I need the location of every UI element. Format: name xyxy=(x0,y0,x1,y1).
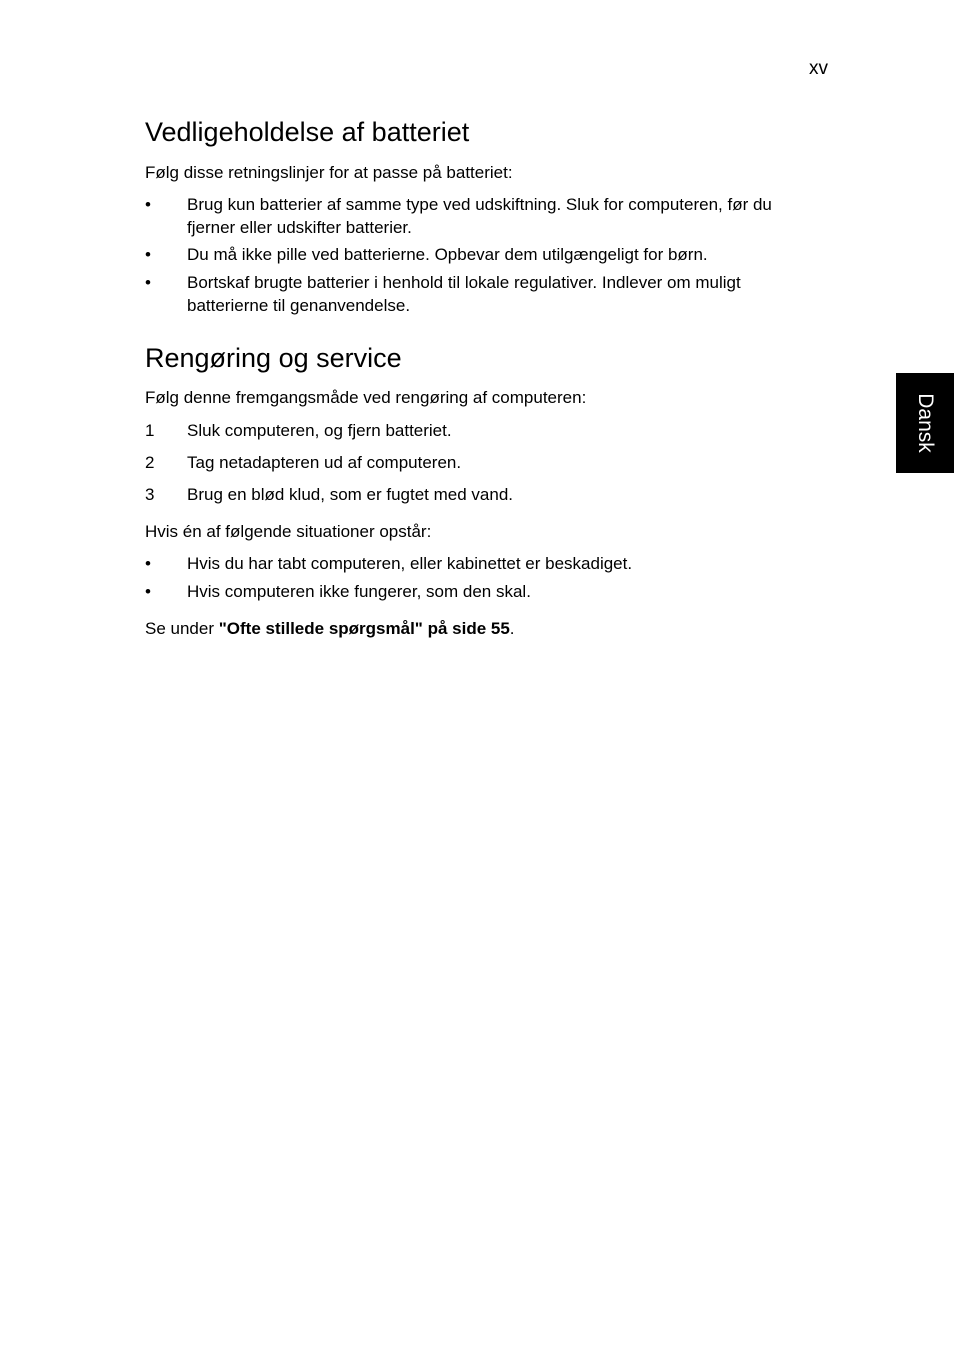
see-reference xyxy=(145,617,515,640)
section-title-battery: Vedligeholdelse af batteriet xyxy=(145,117,470,147)
list-item-text-line1: Bortskaf brugte batterier i henhold til lokale regulativer. Indlever om muligt xyxy=(187,273,741,292)
faq-reference-link[interactable]: "Ofte stillede spørgsmål" på side 55 xyxy=(218,619,510,638)
list-item xyxy=(145,580,835,603)
list-item-text-line1: Du må ikke pille ved batterierne. Opbevar dem utilgængeligt for børn. xyxy=(187,245,708,264)
page-number: xv xyxy=(809,58,828,79)
list-item xyxy=(145,193,835,239)
cleaning-intro: Følg denne fremgangsmåde ved rengøring af computeren: xyxy=(145,388,587,407)
step-item xyxy=(145,451,835,474)
bullet-marker: • xyxy=(145,582,151,601)
list-item-text-line2: fjerner eller udskifter batterier. xyxy=(187,218,412,237)
bullet-marker: • xyxy=(145,554,151,573)
battery-intro: Følg disse retningslinjer for at passe på batteriet: xyxy=(145,163,513,182)
step-text: Sluk computeren, og fjern batteriet. xyxy=(187,421,452,440)
section-title-cleaning: Rengøring og service xyxy=(145,343,402,373)
list-item-text: Hvis computeren ikke fungerer, som den skal. xyxy=(187,582,531,601)
see-suffix: . xyxy=(509,619,515,638)
list-item-text-line2: batterierne til genanvendelse. xyxy=(187,296,411,315)
step-number: 3 xyxy=(145,485,155,504)
list-item xyxy=(145,271,835,317)
step-number: 1 xyxy=(145,421,155,440)
bullet-marker: • xyxy=(145,245,151,264)
step-item xyxy=(145,419,835,442)
step-text: Brug en blød klud, som er fugtet med vand. xyxy=(187,485,514,504)
list-item-text: Hvis du har tabt computeren, eller kabinettet er beskadiget. xyxy=(187,554,633,573)
situations-intro: Hvis én af følgende situationer opstår: xyxy=(145,522,432,541)
step-item xyxy=(145,483,835,506)
bullet-marker: • xyxy=(145,273,151,292)
list-item xyxy=(145,243,835,266)
language-tab-label: Dansk xyxy=(914,393,937,453)
see-prefix: Se under xyxy=(145,619,219,638)
step-number: 2 xyxy=(145,453,155,472)
bullet-marker: • xyxy=(145,195,151,214)
language-tab xyxy=(896,373,954,473)
list-item-text-line1: Brug kun batterier af samme type ved udskiftning. Sluk for computeren, før du xyxy=(187,195,772,214)
step-text: Tag netadapteren ud af computeren. xyxy=(187,453,462,472)
list-item xyxy=(145,552,835,575)
